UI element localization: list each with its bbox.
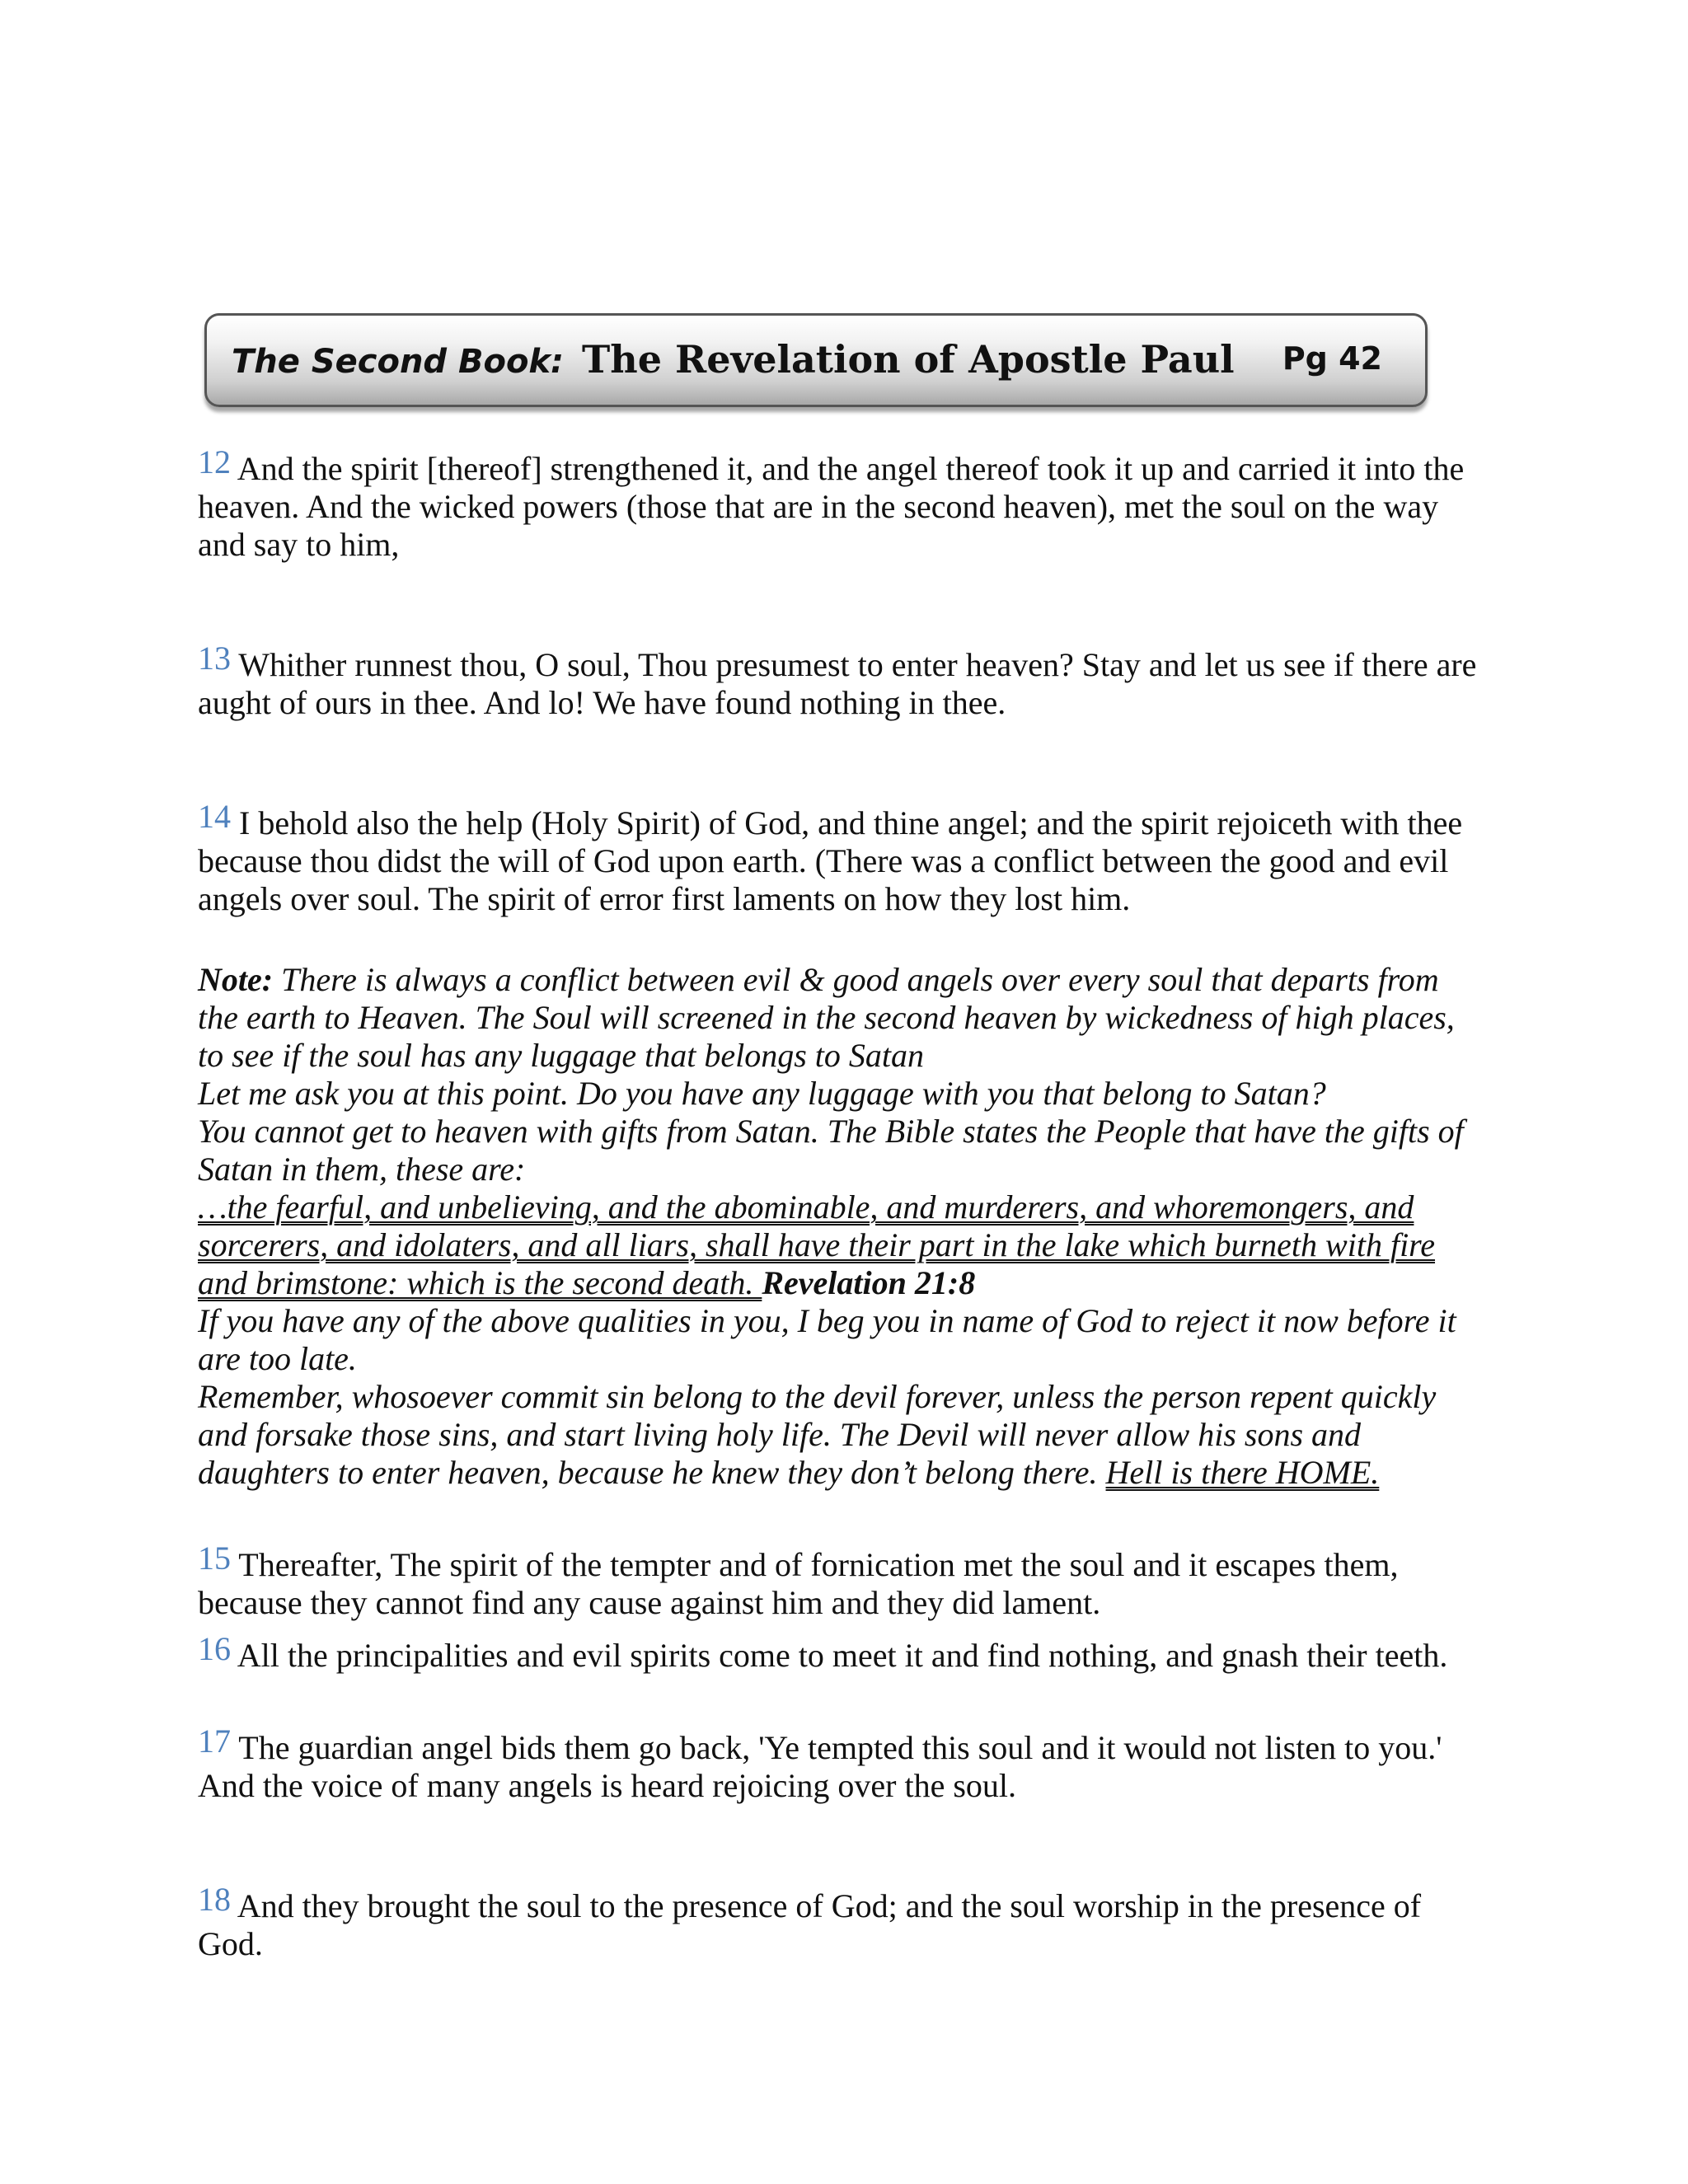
note-paragraph (198, 961, 1484, 1075)
scripture-quote (198, 1188, 1484, 1302)
warning-emphasis: Hell is there HOME. (1105, 1454, 1380, 1491)
chapter-title: The Revelation of Apostle Paul (582, 337, 1235, 382)
page-number: Pg 42 (1282, 340, 1382, 377)
scripture-reference: Revelation 21:8 (762, 1264, 976, 1301)
verse-number: 17 (198, 1722, 231, 1760)
verse-14 (198, 798, 1484, 918)
note-question: Let me ask you at this point. Do you have any luggage with you that belong to Satan? (198, 1075, 1326, 1112)
verse-number: 12 (198, 443, 231, 480)
quote-text: …the fearful, and unbelieving, and the abominable, and murderers, and whoremongers, and sorcerers, and idolaters, and all liars, shall have their part in the lake which burneth with fire and brimstone: which is the second death. (198, 1188, 1436, 1301)
warning-text: Remember, whosoever commit sin belong to the devil forever, unless the person repent quickly and forsake those sins, and start living holy life. The Devil will never allow his sons and daughters to enter heaven, because he knew they don’t belong there. (198, 1378, 1437, 1491)
note-warning (198, 1378, 1484, 1492)
verse-text: And they brought the soul to the presence of God; and the soul worship in the presence of God. (198, 1887, 1422, 1962)
verse-13 (198, 640, 1484, 722)
verse-16 (198, 1630, 1484, 1675)
note-label: Note: (198, 961, 274, 998)
note-statement: You cannot get to heaven with gifts from Satan. The Bible states the People that have the gifts of Satan in them, these are: (198, 1113, 1464, 1188)
note-text: There is always a conflict between evil & good angels over every soul that departs from the earth to Heaven. The Soul will screened in the second heaven by wickedness of high places, to see if the soul has any luggage that belongs to Satan (198, 961, 1455, 1074)
verse-17 (198, 1722, 1484, 1805)
verse-12 (198, 443, 1484, 564)
verse-number: 18 (198, 1881, 231, 1918)
note-plea: If you have any of the above qualities in you, I beg you in name of God to reject it now before it are too late. (198, 1302, 1456, 1377)
verse-text: The guardian angel bids them go back, 'Ye tempted this soul and it would not listen to you.' And the voice of many angels is heard rejoicing over the soul. (198, 1729, 1442, 1804)
verse-15 (198, 1540, 1484, 1622)
commentary-note (198, 961, 1484, 1492)
page-header-banner (204, 313, 1428, 407)
verse-text: I behold also the help (Holy Spirit) of God, and thine angel; and the spirit rejoiceth with thee because thou didst the will of God upon earth. (There was a conflict between the good and evil angels over soul. The spirit of error first laments on how they lost him. (198, 804, 1463, 917)
verse-number: 13 (198, 640, 231, 677)
verse-number: 16 (198, 1630, 231, 1667)
verse-text: All the principalities and evil spirits come to meet it and find nothing, and gnash their teeth. (237, 1637, 1448, 1674)
verse-18 (198, 1881, 1484, 1963)
verse-text: And the spirit [thereof] strengthened it, and the angel thereof took it up and carried it into the heaven. And the wicked powers (those that are in the second heaven), met the soul on the way and say to him, (198, 450, 1465, 563)
verse-text: Whither runnest thou, O soul, Thou presumest to enter heaven? Stay and let us see if there are aught of ours in thee. And lo! We have found nothing in thee. (198, 646, 1477, 721)
verse-number: 14 (198, 798, 231, 835)
verse-text: Thereafter, The spirit of the tempter and of fornication met the soul and it escapes them, because they cannot find any cause against him and they did lament. (198, 1546, 1399, 1621)
book-title (232, 337, 1235, 382)
book-label: The Second Book: (232, 343, 565, 381)
page-content (198, 443, 1484, 1963)
verse-number: 15 (198, 1540, 231, 1577)
